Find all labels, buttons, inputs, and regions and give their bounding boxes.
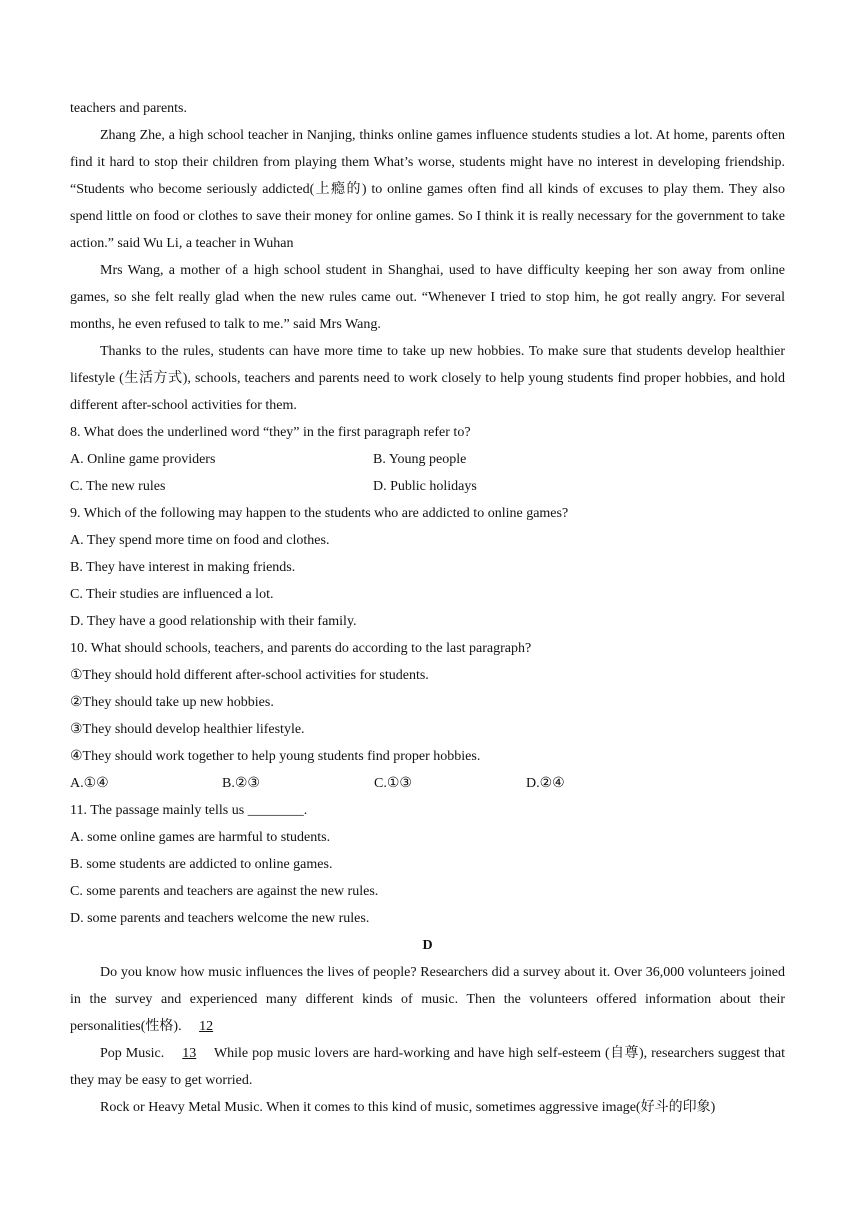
question-9-option-c: C. Their studies are influenced a lot. xyxy=(70,587,274,602)
passage-c-paragraph-3: Thanks to the rules, students can have more time to take up new hobbies. To make sure that students develop healthier lifestyle (生活方式), schools, teachers and parents need to work closely to help young students find proper hobbies, and hold different after-school activities for them. xyxy=(70,344,785,413)
question-11-option-a: A. some online games are harmful to students. xyxy=(70,830,331,845)
question-8-stem: 8. What does the underlined word “they” in the first paragraph refer to? xyxy=(70,425,471,440)
question-9-option-a: A. They spend more time on food and clothes. xyxy=(70,533,330,548)
question-11-option-d: D. some parents and teachers welcome the new rules. xyxy=(70,911,370,926)
question-8-option-a: A. Online game providers xyxy=(70,452,216,467)
question-10-option-a: A.①④ xyxy=(70,776,109,791)
question-10-statement-2: ②They should take up new hobbies. xyxy=(70,695,274,710)
passage-c-paragraph-2: Mrs Wang, a mother of a high school student in Shanghai, used to have difficulty keeping her son away from online games, so she felt really glad when the new rules came out. “Whenever I tried to stop him, he got really angry. For several months, he even refused to talk to me.” said Mrs Wang. xyxy=(70,263,785,332)
question-10-statement-1: ①They should hold different after-school activities for students. xyxy=(70,668,429,683)
question-10-statement-3: ③They should develop healthier lifestyle. xyxy=(70,722,305,737)
question-11-option-c: C. some parents and teachers are against the new rules. xyxy=(70,884,379,899)
passage-d-paragraph-3: Rock or Heavy Metal Music. When it comes to this kind of music, sometimes aggressive image(好斗的印象) xyxy=(100,1100,716,1115)
passage-c-paragraph-0: teachers and parents. xyxy=(70,101,187,116)
passage-d-paragraph-2-rest: While pop music lovers are hard-working and have high self-esteem (自尊), researchers suggest that they may be easy to get worried. xyxy=(70,1046,786,1088)
passage-c-paragraph-1: Zhang Zhe, a high school teacher in Nanjing, thinks online games influence students studies a lot. At home, parents often find it hard to stop their children from playing them What’s worse, students might have no interest in developing friendship. “Students who become seriously addicted(上瘾的) to online games often find all kinds of excuses to play them. They also spend little on food or clothes to save their money for online games. So I think it is really necessary for the government to take action.” said Wu Li, a teacher in Wuhan xyxy=(70,128,785,251)
question-8-option-b: B. Young people xyxy=(373,452,467,467)
question-11-option-b: B. some students are addicted to online games. xyxy=(70,857,333,872)
question-8-options-row-1 xyxy=(70,446,785,473)
passage-d-paragraph-2 xyxy=(70,1040,785,1094)
question-10-options-row xyxy=(70,770,785,797)
blank-12: 12 xyxy=(199,1019,214,1034)
question-8-option-c: C. The new rules xyxy=(70,479,166,494)
question-10-option-b: B.②③ xyxy=(222,776,260,791)
document-page xyxy=(70,95,785,1121)
passage-d-title: D xyxy=(422,938,433,953)
question-10-stem: 10. What should schools, teachers, and parents do according to the last paragraph? xyxy=(70,641,532,656)
question-8-options-row-2 xyxy=(70,473,785,500)
question-10-option-c: C.①③ xyxy=(374,776,412,791)
passage-d-paragraph-2-lead: Pop Music. xyxy=(100,1046,165,1061)
question-10-statement-4: ④They should work together to help young students find proper hobbies. xyxy=(70,749,481,764)
question-9-option-b: B. They have interest in making friends. xyxy=(70,560,296,575)
question-9-option-d: D. They have a good relationship with their family. xyxy=(70,614,357,629)
question-8-option-d: D. Public holidays xyxy=(373,479,477,494)
blank-13: 13 xyxy=(182,1046,197,1061)
question-10-option-d: D.②④ xyxy=(526,776,565,791)
question-11-stem: 11. The passage mainly tells us ________. xyxy=(70,803,308,818)
question-9-stem: 9. Which of the following may happen to the students who are addicted to online games? xyxy=(70,506,569,521)
passage-d-paragraph-1-text: Do you know how music influences the lives of people? Researchers did a survey about it. Over 36,000 volunteers joined in the survey and experienced many different kinds of music. Then the volunteers offered information about their personalities(性格). xyxy=(70,965,785,1034)
passage-d-paragraph-1 xyxy=(70,959,785,1040)
